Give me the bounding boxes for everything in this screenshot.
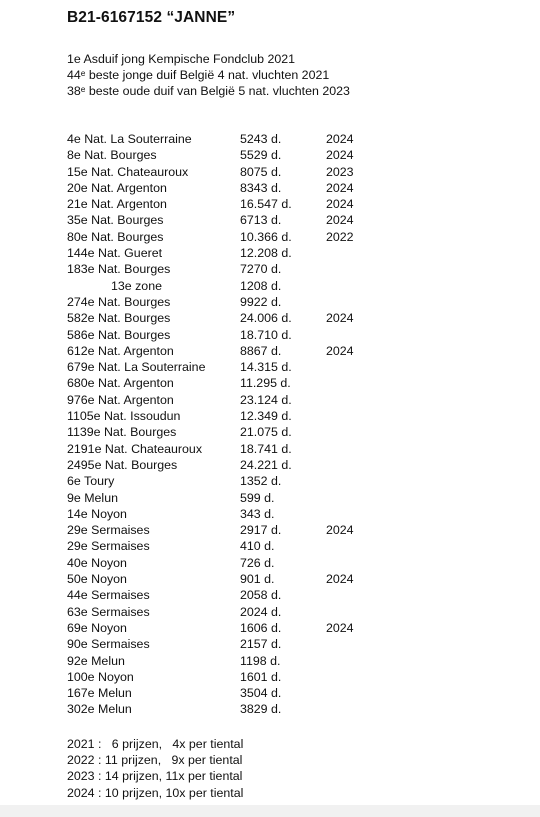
- result-distance: 10.366 d.: [240, 229, 292, 244]
- intro-line: 38ᵉ beste oude duif van België 5 nat. vluchten 2023: [67, 84, 350, 99]
- result-place: 183e Nat. Bourges: [67, 262, 171, 277]
- result-year: 2024: [326, 148, 354, 163]
- result-distance: 410 d.: [240, 539, 275, 554]
- result-year: 2024: [326, 197, 354, 212]
- result-year: 2024: [326, 620, 354, 635]
- pigeon-title: B21-6167152 “JANNE”: [67, 9, 236, 26]
- result-year: 2024: [326, 523, 354, 538]
- result-place: 680e Nat. Argenton: [67, 376, 174, 391]
- summary-block: [67, 736, 243, 801]
- result-distance: 2024 d.: [240, 604, 282, 619]
- result-distance: 9922 d.: [240, 294, 282, 309]
- result-distance: 3504 d.: [240, 686, 282, 701]
- result-place: 2191e Nat. Chateauroux: [67, 441, 203, 456]
- result-distance: 18.710 d.: [240, 327, 292, 342]
- result-distance: 8867 d.: [240, 343, 282, 358]
- intro-line: 44ᵉ beste jonge duif België 4 nat. vluchten 2021: [67, 68, 330, 83]
- result-place: 20e Nat. Argenton: [67, 180, 167, 195]
- result-place: 144e Nat. Gueret: [67, 246, 163, 261]
- result-place: 21e Nat. Argenton: [67, 197, 167, 212]
- result-year: 2024: [326, 132, 354, 146]
- result-place: 612e Nat. Argenton: [67, 343, 174, 358]
- result-distance: 8075 d.: [240, 164, 282, 179]
- result-distance: 5529 d.: [240, 148, 282, 163]
- result-place: 40e Noyon: [67, 555, 127, 570]
- result-place: 35e Nat. Bourges: [67, 213, 164, 228]
- result-place: 1139e Nat. Bourges: [67, 425, 177, 440]
- result-year: 2024: [326, 572, 354, 587]
- result-place: 63e Sermaises: [67, 604, 150, 619]
- result-distance: 2917 d.: [240, 523, 282, 538]
- result-place: 1105e Nat. Issoudun: [67, 409, 181, 424]
- result-place: 29e Sermaises: [67, 523, 150, 538]
- result-place: 90e Sermaises: [67, 637, 150, 652]
- result-place: 29e Sermaises: [67, 539, 150, 554]
- summary-line: 2022 : 11 prijzen, 9x per tiental: [67, 753, 243, 768]
- result-distance: 6713 d.: [240, 213, 282, 228]
- result-distance: 2157 d.: [240, 637, 282, 652]
- result-year: 2024: [326, 311, 354, 326]
- result-place: 100e Noyon: [67, 669, 134, 684]
- summary-line: 2024 : 10 prijzen, 10x per tiental: [67, 785, 244, 800]
- result-distance: 12.349 d.: [240, 409, 292, 424]
- result-place: 679e Nat. La Souterraine: [67, 360, 206, 375]
- result-distance: 14.315 d.: [240, 360, 292, 375]
- result-distance: 12.208 d.: [240, 246, 292, 261]
- result-place: 167e Melun: [67, 686, 132, 701]
- result-distance: 21.075 d.: [240, 425, 292, 440]
- result-distance: 343 d.: [240, 506, 275, 521]
- page-bottom-edge: [0, 805, 540, 817]
- summary-line: 2021 : 6 prijzen, 4x per tiental: [67, 737, 244, 751]
- result-year: 2024: [326, 343, 354, 358]
- result-place: 274e Nat. Bourges: [67, 294, 171, 309]
- result-distance: 11.295 d.: [240, 376, 291, 391]
- result-distance: 2058 d.: [240, 588, 282, 603]
- result-place: 582e Nat. Bourges: [67, 311, 171, 326]
- result-place: 6e Toury: [67, 474, 115, 489]
- result-place: 4e Nat. La Souterraine: [67, 132, 192, 146]
- result-distance: 16.547 d.: [240, 197, 292, 212]
- result-place: 9e Melun: [67, 490, 118, 505]
- result-place: 14e Noyon: [67, 506, 127, 521]
- result-distance: 24.221 d.: [240, 457, 292, 472]
- result-place: 15e Nat. Chateauroux: [67, 164, 189, 179]
- result-place: 69e Noyon: [67, 620, 127, 635]
- summary-line: 2023 : 14 prijzen, 11x per tiental: [67, 769, 243, 784]
- result-place: 44e Sermaises: [67, 588, 150, 603]
- result-distance: 901 d.: [240, 572, 275, 587]
- result-place: 586e Nat. Bourges: [67, 327, 171, 342]
- result-distance: 599 d.: [240, 490, 275, 505]
- result-place: 976e Nat. Argenton: [67, 392, 174, 407]
- result-distance: 726 d.: [240, 555, 275, 570]
- result-place: 50e Noyon: [67, 572, 127, 587]
- result-place: 302e Melun: [67, 702, 132, 717]
- result-year: 2022: [326, 229, 354, 244]
- result-place: 80e Nat. Bourges: [67, 229, 164, 244]
- result-distance: 1601 d.: [240, 669, 282, 684]
- result-distance: 3829 d.: [240, 702, 282, 717]
- result-distance: 1606 d.: [240, 620, 282, 635]
- result-distance: 18.741 d.: [240, 441, 292, 456]
- result-distance: 1198 d.: [240, 653, 281, 668]
- intro-block: [67, 51, 350, 100]
- result-distance: 1352 d.: [240, 474, 282, 489]
- result-distance: 24.006 d.: [240, 311, 292, 326]
- result-year: 2024: [326, 213, 354, 228]
- result-place: 13e zone: [111, 278, 162, 293]
- result-distance: 5243 d.: [240, 132, 282, 146]
- intro-line: 1e Asduif jong Kempische Fondclub 2021: [67, 52, 296, 66]
- result-year: 2024: [326, 180, 354, 195]
- result-place: 92e Melun: [67, 653, 125, 668]
- result-place: 8e Nat. Bourges: [67, 148, 157, 163]
- result-year: 2023: [326, 164, 354, 179]
- result-distance: 23.124 d.: [240, 392, 292, 407]
- result-place: 2495e Nat. Bourges: [67, 457, 178, 472]
- result-distance: 7270 d.: [240, 262, 282, 277]
- result-distance: 1208 d.: [240, 278, 282, 293]
- result-distance: 8343 d.: [240, 180, 282, 195]
